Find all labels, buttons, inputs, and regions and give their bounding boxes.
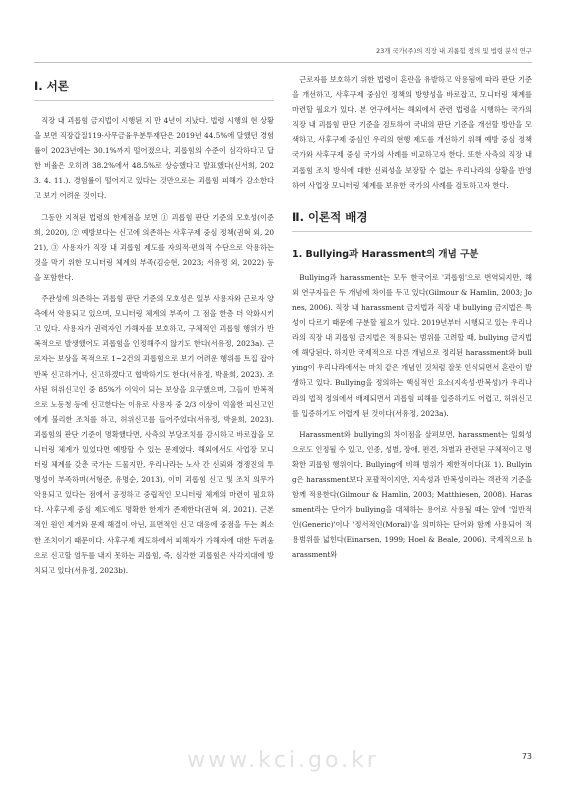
right-column [292,72,532,569]
paragraph: Harassment와 bullying의 차이점을 살펴보면, harassment는 일회성으로도 인정될 수 있고, 인종, 성별, 장애, 편견, 차별과 관련된 구체적이고 명확한 괴롭힘 행위이다. Bullying에 비해 범위가 제한적이다(표 1). Bullying은 harassment보다 포괄적이지만, 지속성과 반복성이라는 객관적 기준을 함께 적용한다(Gilmour & Hamlin, 2003; Matthiesen, 2008). Harassment라는 단어가 bullying을 대체하는 용어로 사용될 때는 앞에 '일반적인(Generic)'이나 '정서적인(Moral)'을 의미하는 단어와 함께 사용되어 적용범위를 넓힌다(Einarsen, 1999; Hoel & Beale, 2006). 국제적으로 harassment와 [292,429,532,560]
section-title-theory: Ⅱ. 이론적 배경 [292,209,532,232]
watermark: www.kci.go.kr [187,748,379,773]
running-header: 23개 국가(주)의 직장 내 괴롭힘 정의 및 법령 분석 연구 [376,48,532,55]
section-title-introduction: Ⅰ. 서론 [34,78,274,101]
left-column [34,72,274,584]
paragraph: 근로자를 보호하기 위한 법령이 혼란을 유발하고 악용됨에 따라 판단 기준을 개선하고, 사후구제 중심인 정책의 방향성을 바로잡고, 모니터링 체계를 마련할 필요가 있다. 본 연구에서는 해외에서 관련 법령을 시행하는 국가의 직장 내 괴롭힘 판단 기준을 검토하여 국내의 판단 기준을 개선할 방안을 모색하고, 사후구제 중심인 우리의 현행 제도를 개선하기 위해 예방 중심 정책 국가와 사후구제 중심 국가의 사례를 비교하고자 한다. 또한 사측의 직장 내 괴롭힘 조치 방식에 대한 신뢰성을 보장할 수 없는 우리나라의 상황을 반영하여 사업장 모니터링 체계를 보유한 국가의 사례를 검토하고자 한다. [292,75,532,190]
page-number: 73 [521,752,532,761]
subsection-title: 1. Bullying과 Harassment의 개념 구분 [292,248,479,260]
header-divider [34,62,532,63]
paragraph: 직장 내 괴롭힘 금지법이 시행된 지 만 4년이 지났다. 법령 시행의 현 상황을 보면 직장갑질119·사무금융우분투재단은 2019년 44.5%에 달했던 경험률이 2023년에는 30.1%까지 떨어졌으나, 괴롭힘의 수준이 심각하다고 답한 비율은 오히려 38.2%에서 48.5%로 상승했다고 발표했다(신서희, 2023. 4. 11.). 경험률이 떨어지고 있다는 것만으로는 괴롭힘 피해가 감소한다고 보기 어려운 것이다. [34,116,274,201]
paragraph: Bullying과 harassment는 모두 한국어로 '괴롭힘'으로 번역되지만, 해외 연구자들은 두 개념에 차이를 두고 있다(Gilmour & Hamlin, 2003; Jones, 2006). 직장 내 harassment 금지법과 직장 내 bullying 금지법은 특성이 다르기 때문에 구분할 필요가 있다. 2019년부터 시행되고 있는 우리나라의 직장 내 괴롭힘 금지법은 적용되는 범위를 고려할 때, bullying 금지법에 해당된다. 하지만 국제적으로 다른 개념으로 정리된 harassment와 bullying이 우리나라에서는 마치 같은 개념인 것처럼 잘못 인식되면서 혼란이 발생하고 있다. Bullying을 정의하는 핵심적인 요소(지속성·반복성)가 우리나라의 법적 정의에서 배제되면서 괴롭힘 피해를 입증하기도 어렵고, 허위신고를 입증하기도 어렵게 된 것이다(서유정, 2023a). [292,272,532,418]
paragraph: 주관성에 의존하는 괴롭힘 판단 기준의 모호성은 일부 사용자와 근로자 양측에서 악용되고 있으며, 모니터링 체계의 부족이 그 점을 한층 더 악화시키고 있다. 사용자가 권력자인 가해자를 보호하고, 구체적인 괴롭힘 행위가 반복적으로 발생했어도 괴롭힘을 인정해주지 않기도 한다(서유정, 2023a). 근로자는 보상을 목적으로 1~2건의 괴롭힘으로 보기 어려운 행위를 트집 잡아 반복 신고하거나, 신고하겠다고 협박하기도 한다(서유정, 박윤희, 2023). 조사된 허위신고인 중 85%가 이익이 되는 보상을 요구했으며, 그들이 반복적으로 노동청 등에 신고한다는 이유로 사용자 중 2/3 이상이 억울한 피신고인에게 불리한 조치를 하고, 허위신고를 들어주었다(서유정, 박윤희, 2023). 괴롭힘의 판단 기준이 명확했다면, 사측의 부당조치를 감시하고 바로잡을 모니터링 체계가 있었다면 예방할 수 있는 문제였다. 해외에서도 사업장 모니터링 체계를 갖춘 국가는 드물지만, 우리나라는 노사 간 신뢰와 경쟁진의 투명성이 부족하며(서형준, 유명순, 2013), 이미 괴롭힘 신고 및 조치 의무가 악용되고 있다는 점에서 공정하고 중립적인 모니터링 체계의 마련이 필요하다. 사후구제 중심 제도에도 명확한 한계가 존재한다(권혁 외, 2021). 근본적인 원인 제거와 문제 해결이 아닌, 표면적인 신고 대응에 중점을 두는 최소한 조치이기 때문이다. 사후구제 제도하에서 피해자가 가해자에 대한 두려움으로 신고할 엄두를 내지 못하는 괴롭힘, 즉, 심각한 괴롭힘은 사각지대에 방치되고 있다(서유정, 2023b). [34,294,274,575]
paragraph: 그동안 지적된 법령의 한계점을 보면 ① 괴롭힘 판단 기준의 모호성(이준희, 2020), ② 예방보다는 신고에 의존하는 사후구제 중심 정책(권혁 외, 2021), ③ 사용자가 직장 내 괴롭힘 제도를 자의적·편의적 수단으로 악용하는 것을 막기 위한 모니터링 체계의 부족(김승현, 2023; 서유정 외, 2022) 등을 포함한다. [34,212,274,282]
